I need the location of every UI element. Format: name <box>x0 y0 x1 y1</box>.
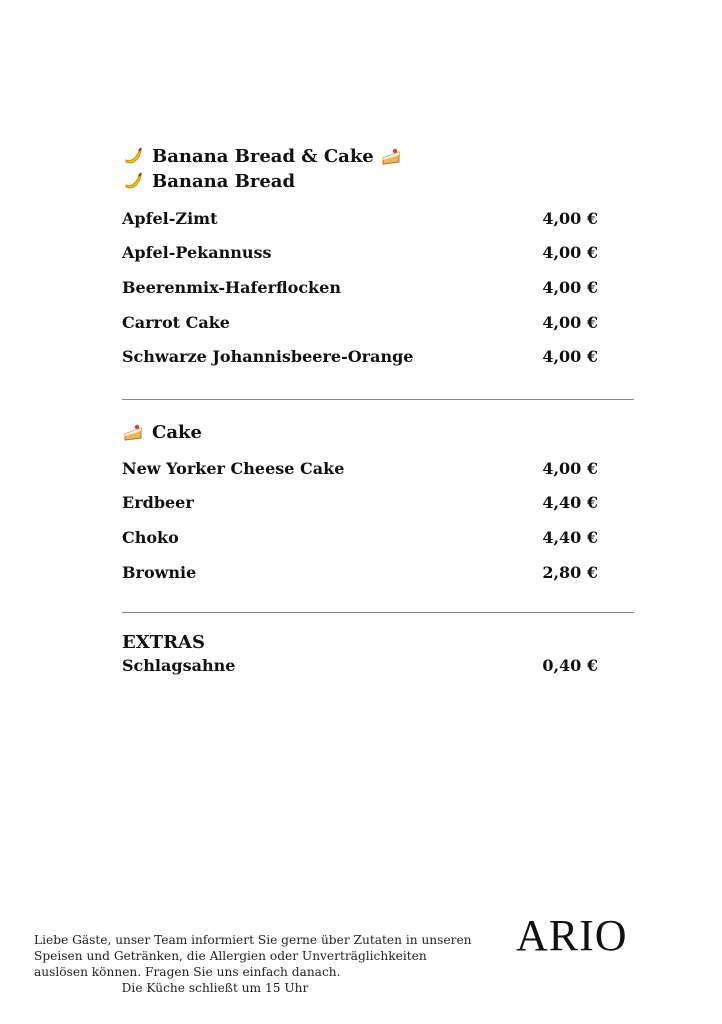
menu-item <box>122 526 598 548</box>
item-name: Brownie <box>122 562 197 582</box>
menu-item <box>122 241 598 263</box>
section-divider <box>122 612 634 613</box>
section-heading-banana-bread <box>122 170 295 192</box>
banana-icon <box>122 170 144 192</box>
allergy-notice: Liebe Gäste, unser Team informiert Sie gerne über Zutaten in unseren Speisen und Getränken, die Allergien oder Unverträglichkeiten auslösen können. Fragen Sie uns einfach danach. <box>34 933 472 979</box>
item-name: Erdbeer <box>122 492 194 512</box>
menu-item <box>122 276 598 298</box>
page-title <box>122 145 402 167</box>
section-title: Banana Bread <box>152 170 296 192</box>
menu-item <box>122 457 598 479</box>
footer <box>34 932 504 996</box>
item-price: 2,80 € <box>542 562 598 582</box>
menu-item <box>122 207 598 229</box>
cake-slice-icon <box>122 421 144 443</box>
menu-item <box>122 491 598 513</box>
extras-heading: EXTRAS <box>122 632 206 653</box>
section-title: Cake <box>152 421 202 443</box>
brand-logo: ARIO <box>516 911 628 960</box>
item-name: Apfel-Pekannuss <box>122 242 272 262</box>
section-heading-cake <box>122 421 202 443</box>
item-price: 4,00 € <box>542 312 598 332</box>
item-price: 4,00 € <box>542 242 598 262</box>
item-name: Schwarze Johannisbeere-Orange <box>122 346 414 366</box>
item-price: 4,00 € <box>542 458 598 478</box>
item-name: Choko <box>122 527 179 547</box>
item-name: Apfel-Zimt <box>122 208 218 228</box>
menu-item <box>122 654 598 676</box>
cake-slice-icon <box>380 145 402 167</box>
banana-icon <box>122 145 144 167</box>
section-divider <box>122 399 634 400</box>
item-name: Carrot Cake <box>122 312 230 332</box>
menu-item <box>122 345 598 367</box>
item-name: Beerenmix-Haferflocken <box>122 277 341 297</box>
item-price: 4,00 € <box>542 346 598 366</box>
kitchen-closing-notice: Die Küche schließt um 15 Uhr <box>121 981 309 995</box>
item-price: 0,40 € <box>542 655 598 675</box>
item-price: 4,40 € <box>542 492 598 512</box>
item-name: Schlagsahne <box>122 655 236 675</box>
item-price: 4,00 € <box>542 277 598 297</box>
item-price: 4,00 € <box>542 208 598 228</box>
menu-item <box>122 561 598 583</box>
menu-item <box>122 311 598 333</box>
item-price: 4,40 € <box>542 527 598 547</box>
item-name: New Yorker Cheese Cake <box>122 458 345 478</box>
page-title-text: Banana Bread & Cake <box>152 145 374 167</box>
